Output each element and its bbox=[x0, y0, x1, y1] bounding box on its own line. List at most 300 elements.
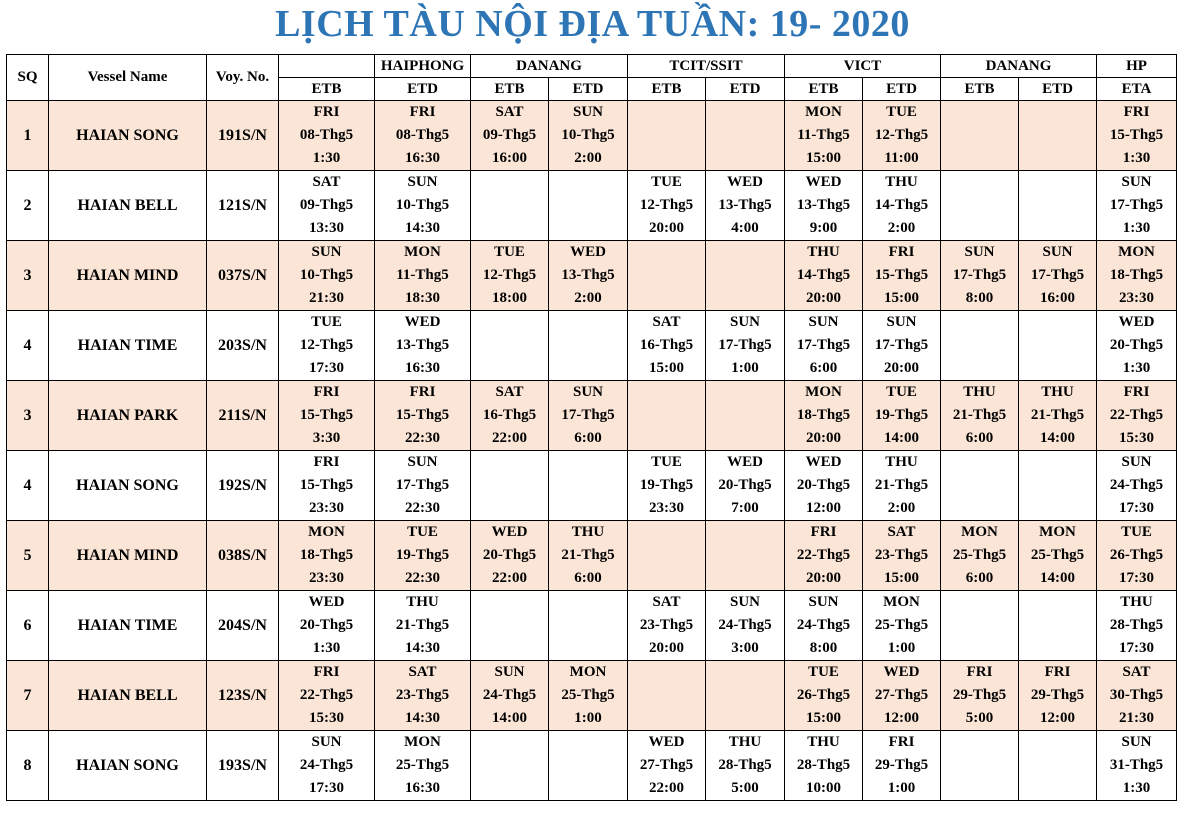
date-text: 22-Thg5 bbox=[1109, 407, 1164, 423]
day-text: SUN bbox=[1042, 244, 1073, 260]
day-text: SAT bbox=[652, 314, 681, 330]
time-text: 22:30 bbox=[405, 500, 440, 516]
date-text: 20-Thg5 bbox=[718, 477, 772, 493]
day-text: THU bbox=[1041, 384, 1074, 400]
time-text: 22:00 bbox=[492, 430, 527, 446]
date-text: 19-Thg5 bbox=[395, 547, 450, 563]
day-text: MON bbox=[404, 244, 441, 260]
day-text: SAT bbox=[408, 664, 437, 680]
schedule-cell bbox=[375, 381, 471, 451]
day-text: FRI bbox=[888, 244, 915, 260]
vessel-name-cell: HAIAN PARK bbox=[49, 381, 207, 451]
schedule-cell bbox=[628, 101, 706, 171]
schedule-cell bbox=[549, 661, 628, 731]
date-text: 09-Thg5 bbox=[482, 127, 537, 143]
voyage-no-cell: 193S/N bbox=[207, 731, 279, 801]
date-text: 21-Thg5 bbox=[1030, 407, 1085, 423]
day-text: FRI bbox=[888, 734, 915, 750]
schedule-cell bbox=[549, 311, 628, 381]
day-text: WED bbox=[648, 734, 685, 750]
day-text: SAT bbox=[495, 104, 524, 120]
schedule-cell bbox=[941, 311, 1019, 381]
schedule-cell bbox=[1019, 731, 1097, 801]
time-text: 1:30 bbox=[1122, 220, 1151, 236]
time-text: 21:30 bbox=[309, 290, 344, 306]
time-text: 15:00 bbox=[649, 360, 684, 376]
date-text: 21-Thg5 bbox=[395, 617, 450, 633]
time-text: 8:00 bbox=[965, 290, 994, 306]
schedule-cell bbox=[375, 661, 471, 731]
header-sub-etd: ETD bbox=[549, 78, 628, 101]
time-text: 20:00 bbox=[649, 640, 684, 656]
time-text: 20:00 bbox=[649, 220, 684, 236]
time-text: 1:30 bbox=[1122, 150, 1151, 166]
date-text: 26-Thg5 bbox=[796, 687, 851, 703]
day-text: MON bbox=[404, 734, 441, 750]
schedule-cell bbox=[549, 101, 628, 171]
date-text: 27-Thg5 bbox=[874, 687, 929, 703]
date-text: 25-Thg5 bbox=[395, 757, 450, 773]
day-text: TUE bbox=[494, 244, 525, 260]
time-text: 6:00 bbox=[574, 430, 602, 446]
time-text: 1:00 bbox=[574, 710, 602, 726]
header-sub-etd: ETD bbox=[375, 78, 471, 101]
date-text: 21-Thg5 bbox=[952, 407, 1007, 423]
time-text: 22:00 bbox=[492, 570, 527, 586]
date-text: 11-Thg5 bbox=[396, 267, 449, 283]
day-text: SAT bbox=[652, 594, 681, 610]
vessel-name-cell: HAIAN TIME bbox=[49, 591, 207, 661]
time-text: 5:00 bbox=[965, 710, 994, 726]
day-text: SUN bbox=[311, 244, 342, 260]
time-text: 8:00 bbox=[809, 640, 838, 656]
schedule-cell bbox=[706, 451, 785, 521]
sq-cell: 5 bbox=[7, 521, 49, 591]
sq-cell: 3 bbox=[7, 241, 49, 311]
schedule-cell bbox=[279, 661, 375, 731]
date-text: 26-Thg5 bbox=[1109, 547, 1164, 563]
schedule-cell bbox=[279, 171, 375, 241]
schedule-cell bbox=[785, 521, 863, 591]
vessel-name-cell: HAIAN TIME bbox=[49, 311, 207, 381]
time-text: 1:30 bbox=[312, 150, 341, 166]
time-text: 18:30 bbox=[405, 290, 440, 306]
sq-cell: 4 bbox=[7, 311, 49, 381]
sq-cell: 2 bbox=[7, 171, 49, 241]
date-text: 08-Thg5 bbox=[299, 127, 354, 143]
time-text: 22:00 bbox=[649, 780, 684, 796]
date-text: 13-Thg5 bbox=[561, 267, 615, 283]
voyage-no-cell: 038S/N bbox=[207, 521, 279, 591]
date-text: 15-Thg5 bbox=[299, 477, 354, 493]
date-text: 18-Thg5 bbox=[299, 547, 354, 563]
date-text: 19-Thg5 bbox=[639, 477, 694, 493]
date-text: 11-Thg5 bbox=[797, 127, 850, 143]
table-row bbox=[7, 591, 1177, 661]
time-text: 22:30 bbox=[405, 430, 440, 446]
day-text: SUN bbox=[311, 734, 342, 750]
schedule-cell bbox=[1019, 521, 1097, 591]
day-text: TUE bbox=[808, 664, 839, 680]
vessel-name-cell: HAIAN SONG bbox=[49, 101, 207, 171]
header-blank bbox=[279, 55, 375, 78]
date-text: 24-Thg5 bbox=[1109, 477, 1164, 493]
day-text: WED bbox=[1118, 314, 1155, 330]
date-text: 12-Thg5 bbox=[482, 267, 537, 283]
schedule-cell bbox=[706, 731, 785, 801]
schedule-cell bbox=[1097, 731, 1177, 801]
date-text: 25-Thg5 bbox=[1030, 547, 1085, 563]
schedule-cell bbox=[1097, 591, 1177, 661]
time-text: 1:00 bbox=[731, 360, 759, 376]
day-text: FRI bbox=[313, 104, 340, 120]
day-text: FRI bbox=[409, 384, 436, 400]
day-text: MON bbox=[961, 524, 998, 540]
header-sub-etb: ETB bbox=[279, 78, 375, 101]
schedule-cell bbox=[628, 591, 706, 661]
vessel-name-cell: HAIAN MIND bbox=[49, 241, 207, 311]
date-text: 29-Thg5 bbox=[952, 687, 1007, 703]
time-text: 14:30 bbox=[405, 710, 440, 726]
schedule-cell bbox=[1097, 381, 1177, 451]
schedule-cell bbox=[1019, 101, 1097, 171]
date-text: 28-Thg5 bbox=[718, 757, 772, 773]
day-text: MON bbox=[1118, 244, 1155, 260]
schedule-cell bbox=[706, 171, 785, 241]
day-text: THU bbox=[406, 594, 439, 610]
time-text: 12:00 bbox=[806, 500, 841, 516]
table-row bbox=[7, 451, 1177, 521]
day-text: SAT bbox=[312, 174, 341, 190]
schedule-cell bbox=[1097, 661, 1177, 731]
schedule-cell bbox=[471, 451, 549, 521]
schedule-cell bbox=[549, 171, 628, 241]
day-text: FRI bbox=[1123, 384, 1150, 400]
day-text: THU bbox=[728, 734, 762, 750]
schedule-cell bbox=[941, 241, 1019, 311]
voyage-no-cell: 123S/N bbox=[207, 661, 279, 731]
schedule-cell bbox=[785, 731, 863, 801]
schedule-cell bbox=[375, 731, 471, 801]
schedule-cell bbox=[549, 451, 628, 521]
day-text: FRI bbox=[313, 384, 340, 400]
day-text: THU bbox=[963, 384, 996, 400]
day-text: TUE bbox=[1121, 524, 1152, 540]
time-text: 6:00 bbox=[574, 570, 602, 586]
date-text: 29-Thg5 bbox=[1030, 687, 1085, 703]
day-text: SAT bbox=[887, 524, 916, 540]
date-text: 17-Thg5 bbox=[796, 337, 851, 353]
schedule-table bbox=[6, 54, 1177, 801]
date-text: 17-Thg5 bbox=[1109, 197, 1164, 213]
schedule-cell bbox=[279, 591, 375, 661]
schedule-cell bbox=[706, 311, 785, 381]
time-text: 14:00 bbox=[492, 710, 527, 726]
date-text: 13-Thg5 bbox=[395, 337, 450, 353]
day-text: SAT bbox=[495, 384, 524, 400]
time-text: 18:00 bbox=[492, 290, 527, 306]
schedule-cell bbox=[863, 521, 941, 591]
voyage-no-cell: 203S/N bbox=[207, 311, 279, 381]
day-text: SUN bbox=[729, 594, 760, 610]
date-text: 13-Thg5 bbox=[796, 197, 851, 213]
voyage-no-cell: 192S/N bbox=[207, 451, 279, 521]
time-text: 14:00 bbox=[1040, 570, 1076, 586]
date-text: 17-Thg5 bbox=[561, 407, 615, 423]
table-row bbox=[7, 661, 1177, 731]
header-sub-etd: ETD bbox=[706, 78, 785, 101]
date-text: 12-Thg5 bbox=[639, 197, 694, 213]
schedule-cell bbox=[279, 521, 375, 591]
schedule-cell bbox=[785, 591, 863, 661]
date-text: 15-Thg5 bbox=[299, 407, 354, 423]
time-text: 15:30 bbox=[309, 710, 344, 726]
time-text: 17:30 bbox=[309, 780, 344, 796]
day-text: WED bbox=[404, 314, 441, 330]
day-text: FRI bbox=[409, 104, 436, 120]
date-text: 24-Thg5 bbox=[299, 757, 354, 773]
schedule-cell bbox=[863, 241, 941, 311]
time-text: 2:00 bbox=[887, 500, 916, 516]
date-text: 15-Thg5 bbox=[874, 267, 929, 283]
time-text: 23:30 bbox=[649, 500, 684, 516]
schedule-cell bbox=[863, 591, 941, 661]
time-text: 16:30 bbox=[405, 780, 440, 796]
day-text: THU bbox=[571, 524, 605, 540]
time-text: 3:00 bbox=[731, 640, 759, 656]
sq-cell: 4 bbox=[7, 451, 49, 521]
schedule-cell bbox=[279, 451, 375, 521]
schedule-cell bbox=[863, 101, 941, 171]
time-text: 10:00 bbox=[806, 780, 841, 796]
schedule-cell bbox=[941, 661, 1019, 731]
schedule-cell bbox=[628, 241, 706, 311]
schedule-cell bbox=[1019, 311, 1097, 381]
schedule-cell bbox=[471, 101, 549, 171]
day-text: WED bbox=[727, 174, 763, 190]
schedule-cell bbox=[706, 591, 785, 661]
table-row bbox=[7, 171, 1177, 241]
schedule-cell bbox=[628, 381, 706, 451]
schedule-cell bbox=[628, 661, 706, 731]
time-text: 9:00 bbox=[809, 220, 838, 236]
day-text: FRI bbox=[1044, 664, 1071, 680]
time-text: 3:30 bbox=[312, 430, 341, 446]
schedule-cell bbox=[706, 381, 785, 451]
day-text: WED bbox=[805, 454, 842, 470]
schedule-cell bbox=[1097, 451, 1177, 521]
day-text: THU bbox=[1120, 594, 1153, 610]
schedule-cell bbox=[549, 241, 628, 311]
table-row bbox=[7, 101, 1177, 171]
time-text: 20:00 bbox=[806, 290, 841, 306]
time-text: 22:30 bbox=[405, 570, 440, 586]
schedule-cell bbox=[863, 731, 941, 801]
schedule-cell bbox=[375, 241, 471, 311]
day-text: MON bbox=[308, 524, 345, 540]
schedule-cell bbox=[471, 381, 549, 451]
date-text: 25-Thg5 bbox=[874, 617, 929, 633]
time-text: 17:30 bbox=[1119, 500, 1155, 516]
schedule-cell bbox=[941, 451, 1019, 521]
day-text: SAT bbox=[1122, 664, 1151, 680]
schedule-cell bbox=[941, 521, 1019, 591]
voyage-no-cell: 121S/N bbox=[207, 171, 279, 241]
time-text: 12:00 bbox=[1040, 710, 1076, 726]
day-text: SUN bbox=[1121, 734, 1152, 750]
day-text: THU bbox=[885, 174, 918, 190]
schedule-cell bbox=[1019, 381, 1097, 451]
schedule-cell bbox=[375, 591, 471, 661]
date-text: 16-Thg5 bbox=[482, 407, 537, 423]
time-text: 2:00 bbox=[574, 290, 602, 306]
day-text: SUN bbox=[407, 174, 438, 190]
header-voyage-no: Voy. No. bbox=[207, 55, 279, 101]
day-text: THU bbox=[807, 244, 840, 260]
time-text: 16:30 bbox=[405, 360, 440, 376]
schedule-cell bbox=[785, 381, 863, 451]
schedule-cell bbox=[375, 521, 471, 591]
day-text: MON bbox=[805, 384, 842, 400]
header-sub-etd: ETD bbox=[1019, 78, 1097, 101]
schedule-cell bbox=[471, 731, 549, 801]
date-text: 23-Thg5 bbox=[639, 617, 694, 633]
schedule-cell bbox=[1019, 661, 1097, 731]
schedule-cell bbox=[1019, 451, 1097, 521]
header-sub-eta: ETA bbox=[1097, 78, 1177, 101]
schedule-cell bbox=[785, 451, 863, 521]
time-text: 23:30 bbox=[1119, 290, 1155, 306]
date-text: 14-Thg5 bbox=[796, 267, 851, 283]
day-text: WED bbox=[805, 174, 842, 190]
voyage-no-cell: 204S/N bbox=[207, 591, 279, 661]
time-text: 15:00 bbox=[806, 150, 841, 166]
schedule-cell bbox=[279, 381, 375, 451]
schedule-cell bbox=[628, 171, 706, 241]
schedule-cell bbox=[785, 101, 863, 171]
sq-cell: 6 bbox=[7, 591, 49, 661]
date-text: 10-Thg5 bbox=[395, 197, 450, 213]
time-text: 15:30 bbox=[1119, 430, 1155, 446]
time-text: 13:30 bbox=[309, 220, 344, 236]
date-text: 10-Thg5 bbox=[561, 127, 615, 143]
date-text: 17-Thg5 bbox=[718, 337, 772, 353]
schedule-cell bbox=[1019, 591, 1097, 661]
time-text: 21:30 bbox=[1119, 710, 1155, 726]
day-text: FRI bbox=[1123, 104, 1150, 120]
day-text: TUE bbox=[886, 104, 917, 120]
date-text: 31-Thg5 bbox=[1109, 757, 1164, 773]
schedule-cell bbox=[549, 731, 628, 801]
day-text: FRI bbox=[313, 664, 340, 680]
date-text: 16-Thg5 bbox=[639, 337, 694, 353]
time-text: 6:00 bbox=[809, 360, 838, 376]
time-text: 14:00 bbox=[1040, 430, 1076, 446]
schedule-cell bbox=[941, 171, 1019, 241]
date-text: 22-Thg5 bbox=[796, 547, 851, 563]
date-text: 23-Thg5 bbox=[874, 547, 929, 563]
schedule-cell bbox=[1097, 171, 1177, 241]
header-sub-etb: ETB bbox=[785, 78, 863, 101]
date-text: 25-Thg5 bbox=[952, 547, 1007, 563]
schedule-cell bbox=[279, 311, 375, 381]
date-text: 12-Thg5 bbox=[874, 127, 929, 143]
schedule-cell bbox=[785, 241, 863, 311]
time-text: 20:00 bbox=[806, 430, 841, 446]
day-text: TUE bbox=[651, 174, 682, 190]
schedule-cell bbox=[941, 591, 1019, 661]
date-text: 20-Thg5 bbox=[482, 547, 537, 563]
time-text: 11:00 bbox=[884, 150, 919, 166]
date-text: 15-Thg5 bbox=[1109, 127, 1164, 143]
time-text: 14:30 bbox=[405, 220, 440, 236]
date-text: 30-Thg5 bbox=[1109, 687, 1164, 703]
schedule-cell bbox=[471, 311, 549, 381]
schedule-cell bbox=[1019, 241, 1097, 311]
date-text: 21-Thg5 bbox=[561, 547, 615, 563]
schedule-cell bbox=[863, 171, 941, 241]
time-text: 2:00 bbox=[887, 220, 916, 236]
header-vessel-name: Vessel Name bbox=[49, 55, 207, 101]
date-text: 27-Thg5 bbox=[639, 757, 694, 773]
schedule-cell bbox=[706, 101, 785, 171]
time-text: 1:30 bbox=[312, 640, 341, 656]
time-text: 17:30 bbox=[1119, 640, 1155, 656]
schedule-cell bbox=[706, 521, 785, 591]
schedule-cell bbox=[471, 661, 549, 731]
header-sq: SQ bbox=[7, 55, 49, 101]
day-text: SUN bbox=[407, 454, 438, 470]
date-text: 12-Thg5 bbox=[299, 337, 354, 353]
schedule-cell bbox=[549, 521, 628, 591]
day-text: MON bbox=[805, 104, 842, 120]
date-text: 25-Thg5 bbox=[561, 687, 615, 703]
page-title: LỊCH TÀU NỘI ĐỊA TUẦN: 19- 2020 bbox=[275, 3, 910, 45]
time-text: 23:30 bbox=[309, 570, 344, 586]
schedule-cell bbox=[471, 241, 549, 311]
schedule-cell bbox=[941, 731, 1019, 801]
header-group-danang-2: DANANG bbox=[941, 55, 1097, 78]
day-text: WED bbox=[727, 454, 763, 470]
date-text: 19-Thg5 bbox=[874, 407, 929, 423]
time-text: 16:30 bbox=[405, 150, 440, 166]
table-row bbox=[7, 311, 1177, 381]
time-text: 17:30 bbox=[309, 360, 344, 376]
voyage-no-cell: 037S/N bbox=[207, 241, 279, 311]
schedule-cell bbox=[279, 101, 375, 171]
time-text: 7:00 bbox=[731, 500, 759, 516]
date-text: 20-Thg5 bbox=[299, 617, 354, 633]
header-group-hp: HP bbox=[1097, 55, 1177, 78]
date-text: 28-Thg5 bbox=[796, 757, 851, 773]
schedule-cell bbox=[628, 451, 706, 521]
schedule-cell bbox=[941, 101, 1019, 171]
schedule-cell bbox=[863, 381, 941, 451]
header-sub-etd: ETD bbox=[863, 78, 941, 101]
sq-cell: 7 bbox=[7, 661, 49, 731]
date-text: 17-Thg5 bbox=[1030, 267, 1085, 283]
schedule-cell bbox=[628, 311, 706, 381]
vessel-name-cell: HAIAN BELL bbox=[49, 661, 207, 731]
header-sub-etb: ETB bbox=[471, 78, 549, 101]
day-text: TUE bbox=[311, 314, 342, 330]
schedule-cell bbox=[471, 171, 549, 241]
schedule-cell bbox=[706, 661, 785, 731]
vessel-name-cell: HAIAN MIND bbox=[49, 521, 207, 591]
date-text: 17-Thg5 bbox=[874, 337, 929, 353]
schedule-cell bbox=[1097, 521, 1177, 591]
header-group-haiphong: HAIPHONG bbox=[375, 55, 471, 78]
